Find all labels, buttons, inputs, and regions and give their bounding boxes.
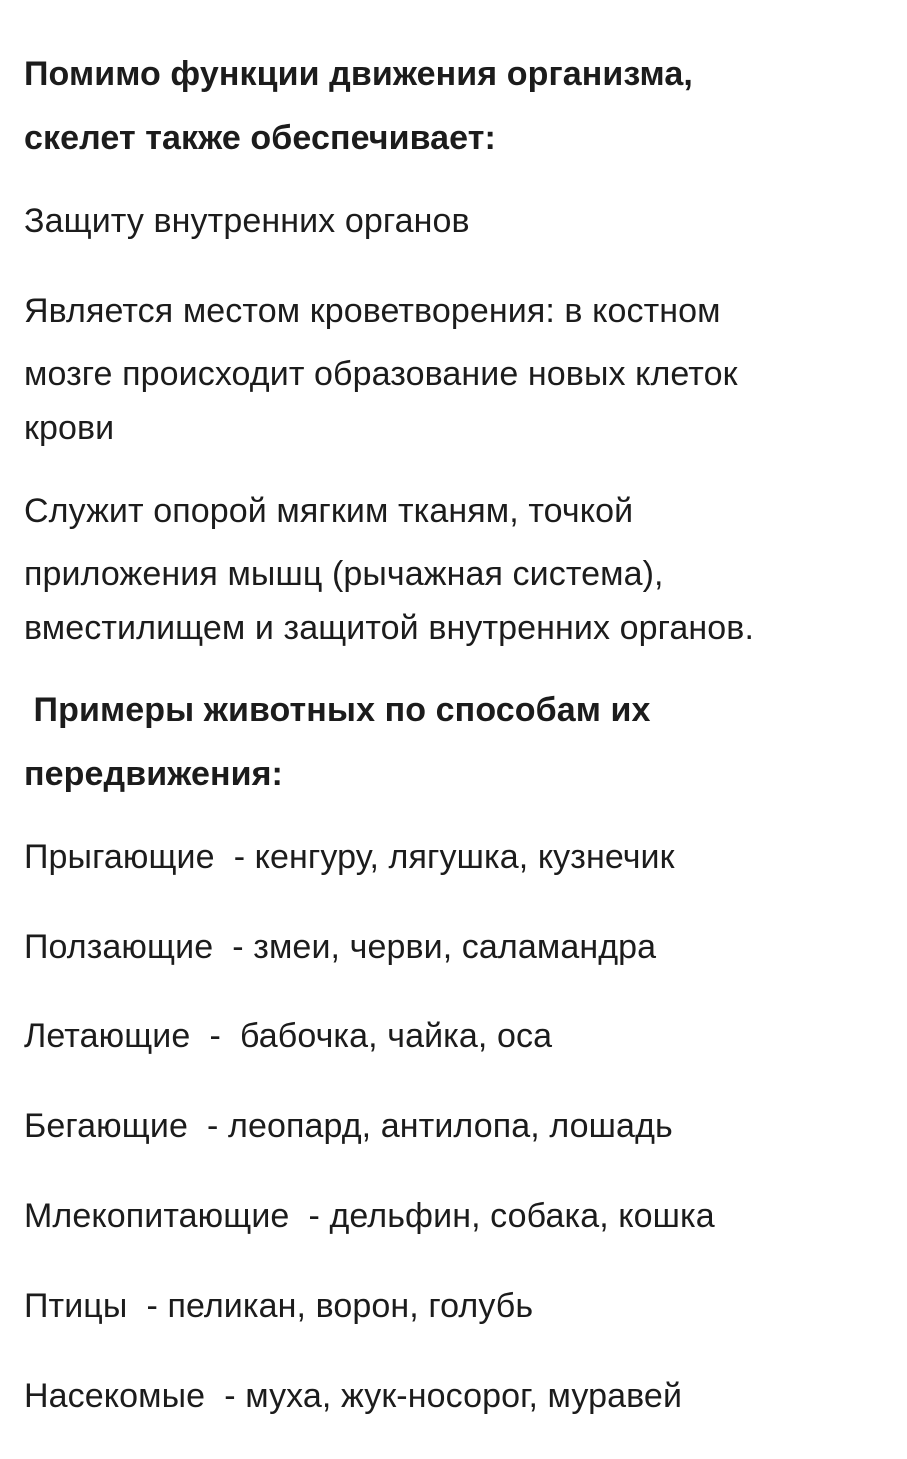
animals-item-running: Бегающие - леопард, антилопа, лошадь	[24, 1107, 673, 1145]
animals-item-jumping: Прыгающие - кенгуру, лягушка, кузнечик	[24, 838, 675, 876]
skeleton-item-3-line-3: вместилищем и защитой внутренних органов.	[24, 609, 755, 647]
skeleton-item-1-line-1: Защиту внутренних органов	[24, 202, 470, 240]
animals-item-mammals: Млекопитающие - дельфин, собака, кошка	[24, 1197, 715, 1235]
skeleton-item-2-line-3: крови	[24, 409, 115, 447]
skeleton-item-2-line-2: мозге происходит образование новых клеток	[24, 355, 738, 393]
skeleton-item-3-line-1: Служит опорой мягким тканям, точкой	[24, 492, 634, 530]
animals-item-insects: Насекомые - муха, жук-носорог, муравей	[24, 1377, 683, 1415]
skeleton-heading-line-1: Помимо функции движения организма,	[24, 55, 693, 93]
skeleton-item-3-line-2: приложения мышц (рычажная система),	[24, 555, 664, 593]
skeleton-heading-line-2: скелет также обеспечивает:	[24, 119, 496, 157]
animals-item-birds: Птицы - пеликан, ворон, голубь	[24, 1287, 534, 1325]
animals-heading-line-2: передвижения:	[24, 755, 283, 793]
animals-item-crawling: Ползающие - змеи, черви, саламандра	[24, 928, 657, 966]
skeleton-item-2-line-1: Является местом кроветворения: в костном	[24, 292, 721, 330]
animals-item-flying: Летающие - бабочка, чайка, оса	[24, 1017, 553, 1055]
animals-heading-line-1: Примеры животных по способам их	[24, 691, 651, 729]
